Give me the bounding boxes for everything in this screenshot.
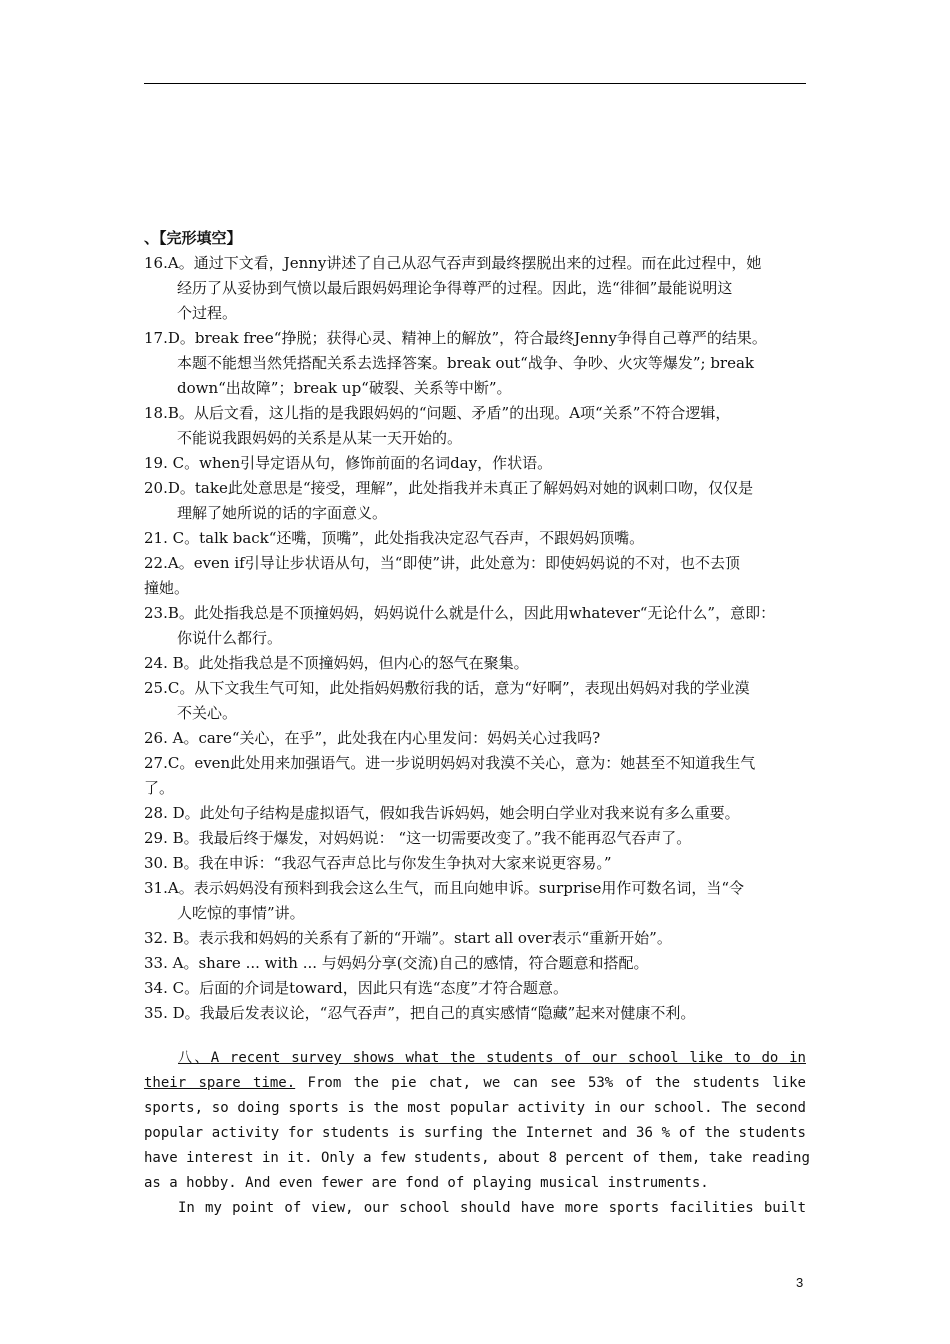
answer-line: 32. B。表示我和妈妈的关系有了新的“开端”。start all over表示“重新开始”。 — [144, 929, 672, 947]
cloze-answers-section — [144, 226, 814, 1026]
answer-line: 撞她。 — [144, 579, 190, 597]
answer-item — [144, 951, 814, 976]
answer-item — [144, 526, 814, 551]
answer-line: 了。 — [144, 779, 175, 797]
essay-line: have interest in it. Only a few students, about 8 percent of them, take reading — [144, 1150, 810, 1166]
section-heading: 、【完形填空】 — [144, 229, 242, 247]
answer-item — [144, 451, 814, 476]
writing-sample — [144, 1046, 810, 1221]
answer-item — [144, 251, 814, 326]
answer-item — [144, 926, 814, 951]
answer-item — [144, 401, 814, 451]
answer-line: 22.A。even if引导让步状语从句，当“即使”讲，此处意为：即使妈妈说的不对，也不去顶 — [144, 554, 741, 572]
essay-line: as a hobby. And even fewer are fond of playing musical instruments. — [144, 1175, 709, 1191]
answer-line: 17.D。break free“挣脱；获得心灵、精神上的解放”，符合最终Jenny争得自己尊严的结果。 — [144, 329, 767, 347]
answer-item — [144, 601, 814, 651]
answer-line: 18.B。从后文看，这儿指的是我跟妈妈的“问题、矛盾”的出现。A项“关系”不符合逻辑， — [144, 404, 731, 422]
essay-line: sports, so doing sports is the most popular activity in our school. The second — [144, 1100, 806, 1116]
answer-item — [144, 751, 814, 801]
essay-label: 八、 — [178, 1050, 211, 1066]
answer-line: 不能说我跟妈妈的关系是从某一天开始的。 — [177, 429, 463, 447]
answer-line: 29. B。我最后终于爆发，对妈妈说： “这一切需要改变了。”我不能再忍气吞声了。 — [144, 829, 692, 847]
answer-item — [144, 826, 814, 851]
essay-line-1 — [144, 1046, 806, 1071]
answer-item — [144, 326, 814, 401]
answer-line: 30. B。我在申诉：“我忍气吞声总比与你发生争执对大家来说更容易。” — [144, 854, 612, 872]
answer-line: 经历了从妥协到气愤以最后跟妈妈理论争得尊严的过程。因此，选“徘徊”最能说明这 — [177, 279, 733, 297]
answer-line: 27.C。even此处用来加强语气。进一步说明妈妈对我漠不关心，意为：她甚至不知道我生气 — [144, 754, 756, 772]
answer-line: 20.D。take此处意思是“接受，理解”，此处指我并未真正了解妈妈对她的讽刺口吻，仅仅是 — [144, 479, 754, 497]
answer-item — [144, 851, 814, 876]
answer-line: 25.C。从下文我生气可知，此处指妈妈敷衍我的话，意为“好啊”，表现出妈妈对我的学业漠 — [144, 679, 750, 697]
answer-line: 26. A。care“关心，在乎”，此处我在内心里发问：妈妈关心过我吗? — [144, 729, 601, 747]
answer-item — [144, 676, 814, 726]
answer-line: 23.B。此处指我总是不顶撞妈妈，妈妈说什么就是什么，因此用whatever“无论什么”，意即： — [144, 604, 776, 622]
answer-line: 34. C。后面的介词是toward，因此只有选“态度”才符合题意。 — [144, 979, 569, 997]
answer-line: 19. C。when引导定语从句，修饰前面的名词day，作状语。 — [144, 454, 553, 472]
answer-list — [144, 251, 814, 1026]
answer-line: 24. B。此处指我总是不顶撞妈妈，但内心的怒气在聚集。 — [144, 654, 529, 672]
answer-line: 16.A。通过下文看，Jenny讲述了自己从忍气吞声到最终摆脱出来的过程。而在此过程中，她 — [144, 254, 762, 272]
answer-line: 33. A。share ... with ... 与妈妈分享(交流)自己的感情，符合题意和搭配。 — [144, 954, 649, 972]
answer-line: 本题不能想当然凭搭配关系去选择答案。break out“战争、争吵、火灾等爆发”; break — [177, 354, 755, 372]
answer-item — [144, 651, 814, 676]
answer-item — [144, 476, 814, 526]
answer-line: 31.A。表示妈妈没有预料到我会这么生气，而且向她申诉。surprise用作可数名词，当“令 — [144, 879, 745, 897]
answer-item — [144, 801, 814, 826]
answer-line: 人吃惊的事情”讲。 — [177, 904, 305, 922]
answer-line: 28. D。此处句子结构是虚拟语气，假如我告诉妈妈，她会明白学业对我来说有多么重要。 — [144, 804, 740, 822]
page-number: 3 — [796, 1275, 804, 1290]
essay-topic-sentence-2: their spare time. — [144, 1075, 296, 1091]
header-rule — [144, 83, 806, 84]
answer-line: 不关心。 — [177, 704, 238, 722]
essay-line: popular activity for students is surfing the Internet and 36 % of the students — [144, 1125, 806, 1141]
essay-line-2-rest: From the pie chat, we can see 53% of the students like — [295, 1075, 806, 1091]
answer-line: 21. C。talk back“还嘴，顶嘴”，此处指我决定忍气吞声，不跟妈妈顶嘴。 — [144, 529, 645, 547]
answer-line: 理解了她所说的话的字面意义。 — [177, 504, 388, 522]
essay-paragraph-2: In my point of view, our school should have more sports facilities built — [178, 1200, 806, 1216]
essay-line-2 — [144, 1071, 806, 1096]
answer-item — [144, 876, 814, 926]
answer-item — [144, 726, 814, 751]
answer-line: 个过程。 — [177, 304, 238, 322]
answer-item — [144, 551, 814, 601]
answer-line: 你说什么都行。 — [177, 629, 283, 647]
answer-line: down“出故障”；break up“破裂、关系等中断”。 — [177, 379, 512, 397]
essay-topic-sentence-1: A recent survey shows what the students of our school like to do in — [210, 1050, 806, 1066]
answer-item — [144, 1001, 814, 1026]
answer-item — [144, 976, 814, 1001]
answer-line: 35. D。我最后发表议论，“忍气吞声”，把自己的真实感情“隐藏”起来对健康不利。 — [144, 1004, 696, 1022]
